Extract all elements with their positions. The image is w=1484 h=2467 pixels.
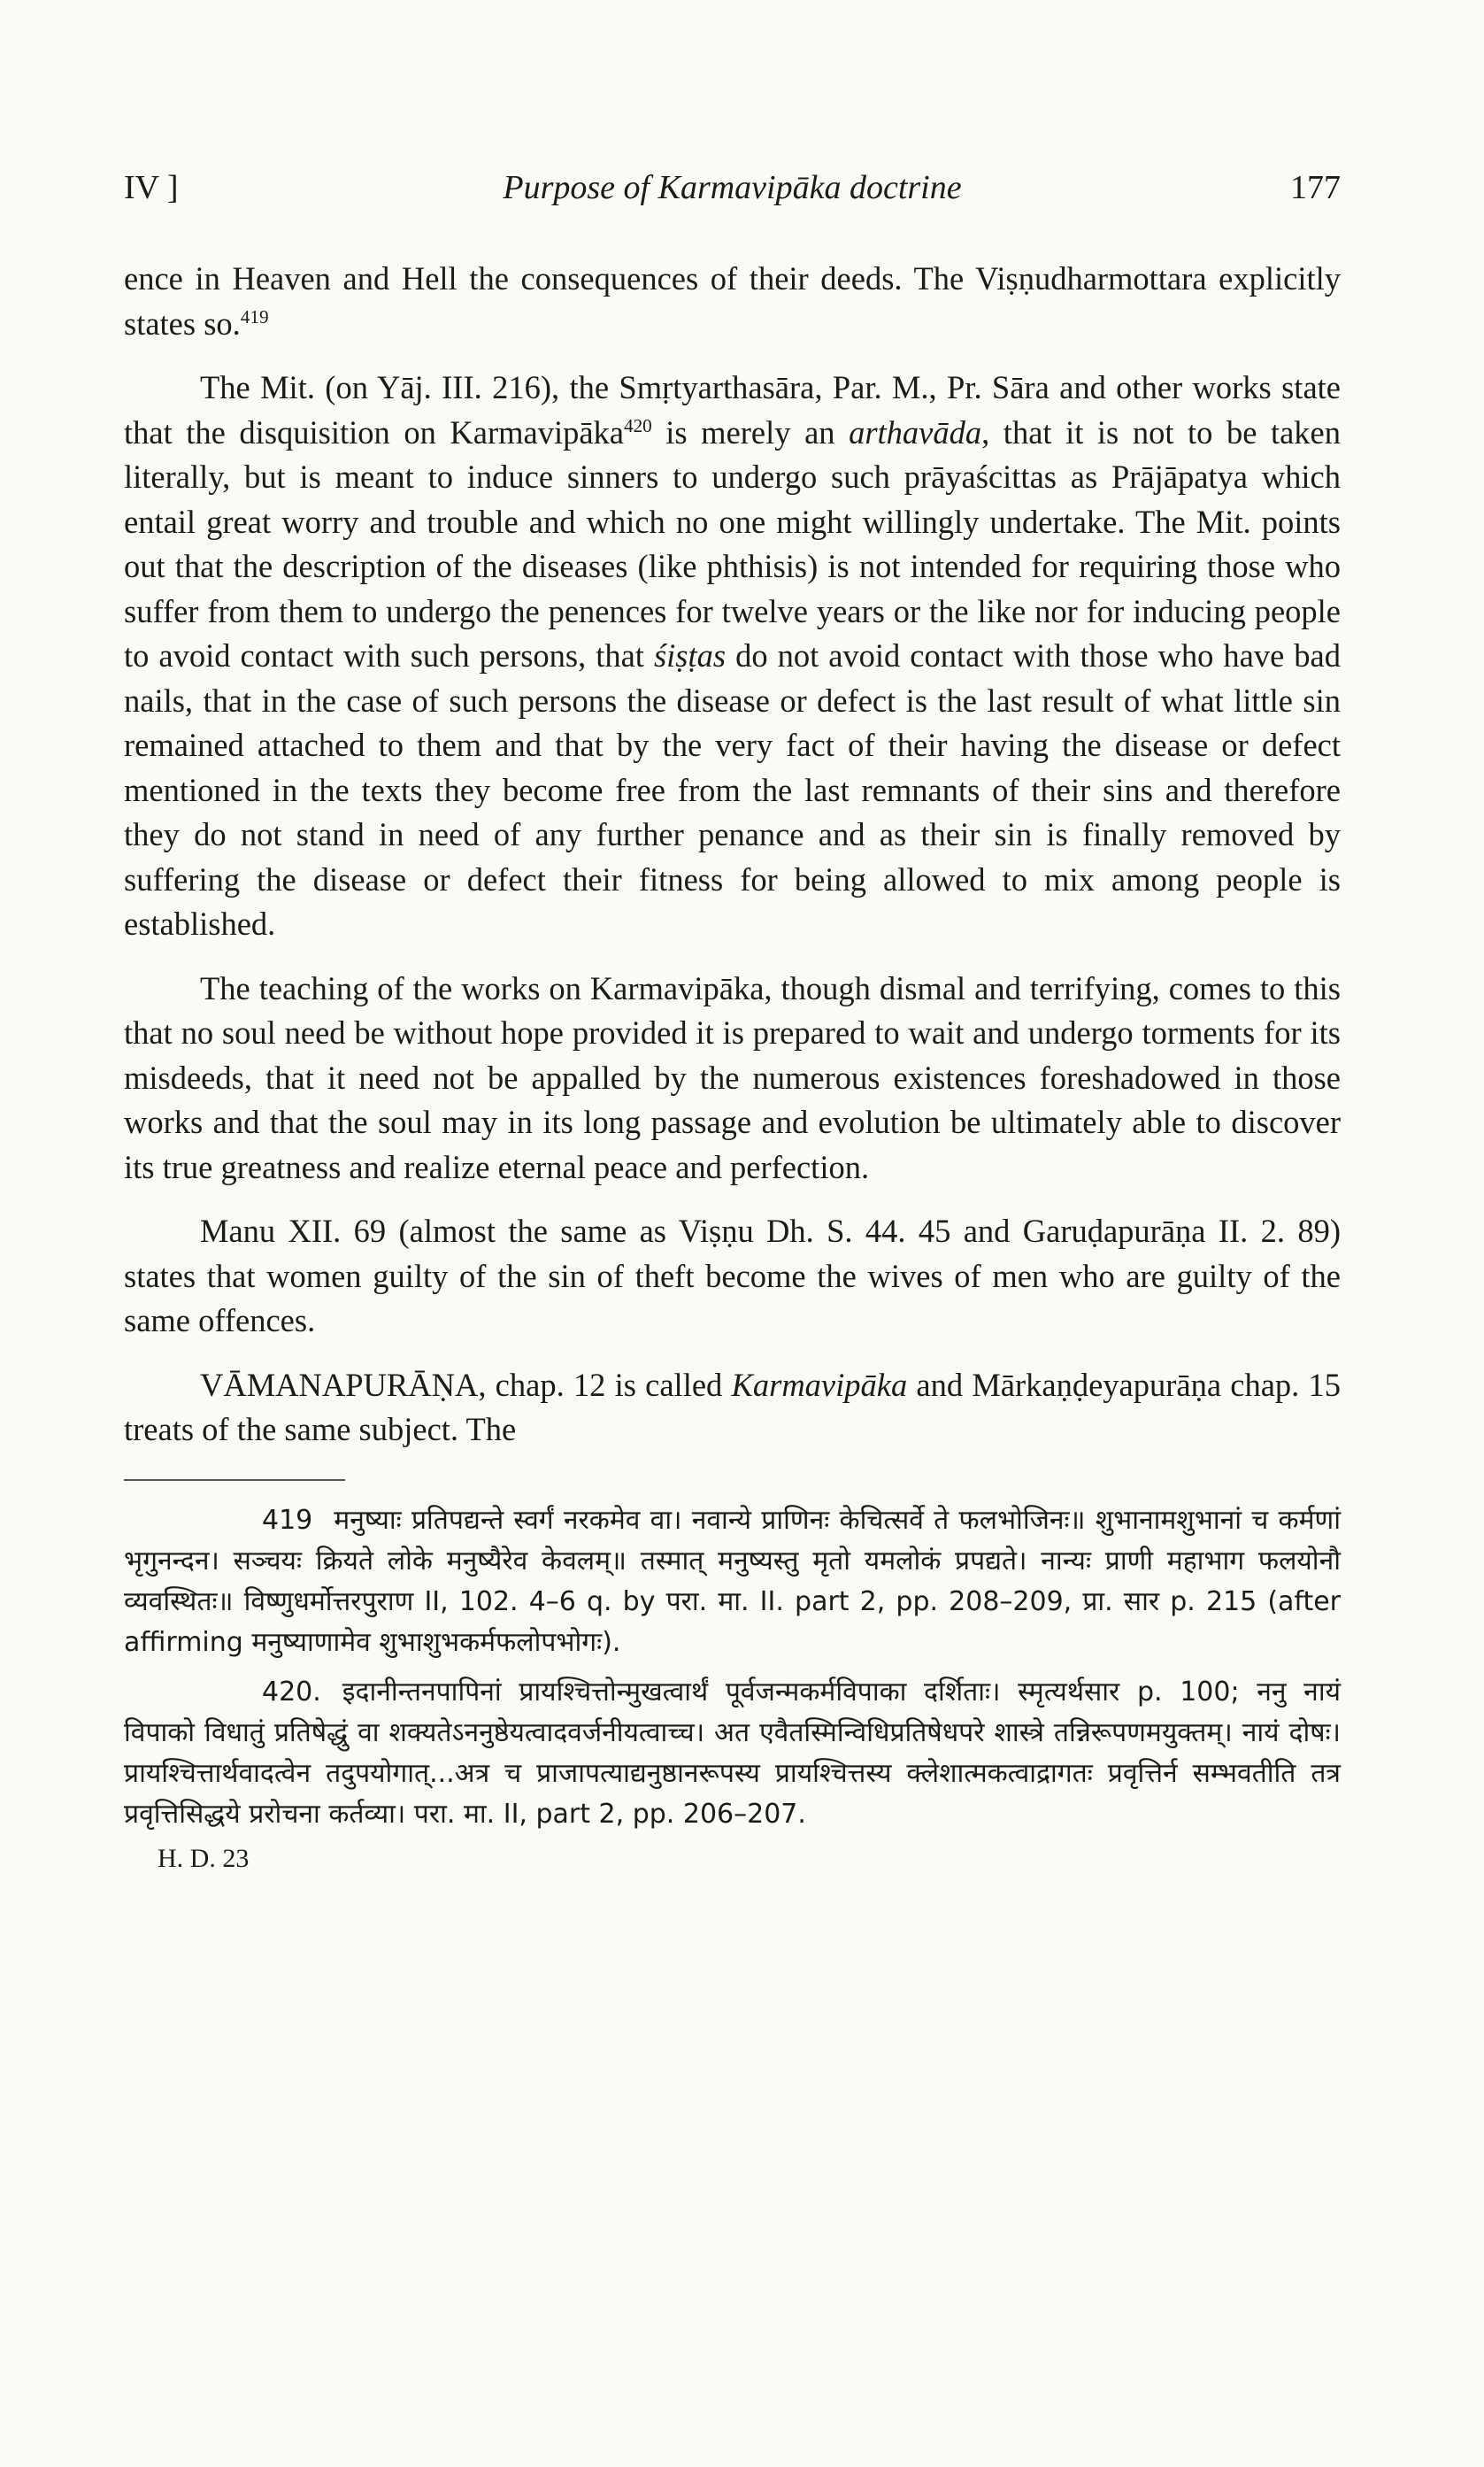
signature-mark: H. D. 23 — [158, 1843, 250, 1873]
text-run: is merely an — [651, 413, 850, 451]
text-run: VĀMANAPURĀṆA, chap. 12 is called — [200, 1366, 732, 1403]
body-paragraph — [124, 1209, 1341, 1344]
running-head — [124, 168, 1341, 221]
footnote-reference: 420 — [624, 414, 652, 436]
text-run: The Mit. (on Yāj. III. 216), the Smṛtyarthasāra, Par. M., Pr. Sāra and other works state that the disquisition on Karmavipāka — [124, 369, 1341, 451]
section-marker: IV ] — [124, 169, 179, 206]
running-title: Purpose of Karmavipāka doctrine — [503, 169, 962, 206]
footnote-number: 419 — [262, 1504, 313, 1536]
footnote-divider — [124, 1479, 345, 1481]
body-text — [124, 257, 1341, 1453]
footnote-reference: 419 — [240, 305, 269, 328]
footnote — [124, 1500, 1341, 1663]
body-paragraph — [124, 257, 1341, 346]
text-run: The teaching of the works on Karmavipāka, though dismal and terrifying, comes to this that no soul need be without hope provided it is prepared to wait and undergo torments for its misdeeds, that it need not be appalled by the numerous existences foreshadowed in those works and that the soul may in its long passage and evolution be ultimately able to discover its true greatness and realize eternal peace and perfection. — [124, 969, 1341, 1185]
body-paragraph — [124, 1363, 1341, 1453]
text-run: do not avoid contact with those who have bad nails, that in the case of such persons the disease or defect is the last result of what little sin remained attached to them and that by the very fact of their having the disease or defect mentioned in the texts they become free from the last remnants of their sins and therefore they do not stand in need of any further penance and as their sin is finally removed by suffering the disease or defect their fitness for being allowed to mix among people is established. — [124, 637, 1341, 942]
page-number: 177 — [1290, 169, 1341, 206]
text-run: ence in Heaven and Hell the consequences of their deeds. The Viṣṇudharmottara explicitly states so. — [124, 260, 1341, 342]
italic-term: arthavāda — [849, 413, 982, 451]
text-run: and Mārkaṇḍeyapurāṇa chap. 15 treats of the same subject. The — [124, 1366, 1341, 1447]
footnote-text: मनुष्याः प्रतिपद्यन्ते स्वर्गं नरकमेव वा। नवान्ये प्राणिनः केचित्सर्वे ते फलभोजिनः॥ शुभानामशुभानां च कर्मणां भृगुनन्दन। सञ्चयः क्रियते लोके मनुष्यैरेव केवलम्॥ तस्मात् मनुष्यस्तु मृतो यमलोकं प्रपद्यते। नान्यः प्राणी महाभाग फलयोनौ व्यवस्थितः॥ विष्णुधर्मोत्तरपुराण II, 102. 4–6 q. by परा. मा. II. part 2, pp. 208–209, प्रा. सार p. 215 (after affirming मनुष्याणामेव शुभाशुभकर्मफलोपभोगः). — [124, 1504, 1341, 1658]
italic-term: śiṣṭas — [653, 637, 727, 674]
footnotes — [124, 1500, 1341, 1835]
footnote-number: 420. — [262, 1676, 321, 1708]
footnote-text: इदानीन्तनपापिनां प्रायश्चित्तोन्मुखत्वार्थं पूर्वजन्मकर्मविपाका दर्शिताः। स्मृत्यर्थसार p. 100; ननु नायं विपाको विधातुं प्रतिषेद्धुं वा शक्यतेऽननुष्ठेयत्वादवर्जनीयत्वाच्च। अत एवैतस्मिन्विधिप्रतिषेधपरे शास्त्रे तन्निरूपणमयुक्तम्। नायं दोषः। प्रायश्चित्तार्थवादत्वेन तदुपयोगात्...अत्र च प्राजापत्याद्यनुष्ठानरूपस्य प्रायश्चित्तस्य क्लेशात्मकत्वाद्रागतः प्रवृत्तिर्न सम्भवतीति तत्र प्रवृत्तिसिद्धये प्ररोचना कर्तव्या। परा. मा. II, part 2, pp. 206–207. — [124, 1676, 1341, 1830]
page — [124, 168, 1341, 1874]
italic-term: Karmavipāka — [731, 1366, 908, 1403]
body-paragraph — [124, 967, 1341, 1191]
body-paragraph — [124, 366, 1341, 947]
text-run: Manu XII. 69 (almost the same as Viṣṇu Dh. S. 44. 45 and Garuḍapurāṇa II. 2. 89) states that women guilty of the sin of theft become the wives of men who are guilty of the same offences. — [124, 1213, 1341, 1338]
footnote — [124, 1672, 1341, 1835]
text-run: , that it is not to be taken literally, but is meant to induce sinners to undergo such prāyaścittas as Prājāpatya which entail great worry and trouble and which no one might willingly undertake. The Mit. points out that the description of the diseases (like phthisis) is not intended for requiring those who suffer from them to undergo the penences for twelve years or the like nor for inducing people to avoid contact with such persons, that — [124, 413, 1341, 674]
